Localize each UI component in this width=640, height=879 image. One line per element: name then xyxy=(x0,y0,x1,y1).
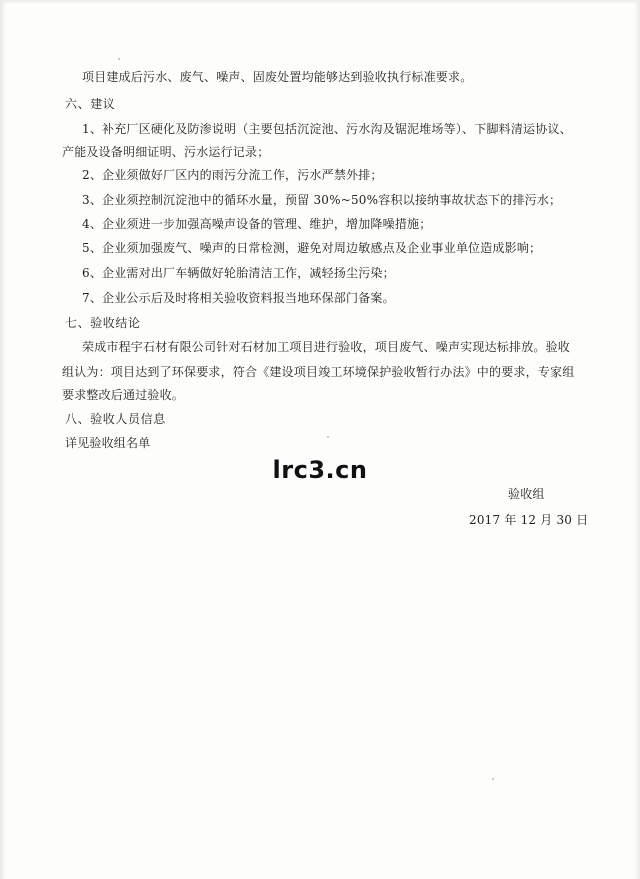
signature-group: 验收组 xyxy=(508,487,545,501)
section-heading-personnel: 八、验收人员信息 xyxy=(65,412,166,426)
suggestion-item-3: 3、企业须控制沉淀池中的循环水量，预留 30%~50%容积以接纳事故状态下的排污水； xyxy=(82,193,562,207)
section-heading-suggestions: 六、建议 xyxy=(65,97,116,111)
suggestion-item-5: 5、企业须加强废气、噪声的日常检测，避免对周边敏感点及企业事业单位造成影响； xyxy=(82,241,542,255)
scan-speck xyxy=(327,436,329,438)
scan-edge-left xyxy=(0,0,6,879)
personnel-reference: 详见验收组名单 xyxy=(65,436,151,450)
suggestion-item-1-line-1: 1、补充厂区硬化及防渗说明（主要包括沉淀池、污水沟及锯泥堆场等）、下脚料清运协议、 xyxy=(82,122,572,136)
suggestion-item-6: 6、企业需对出厂车辆做好轮胎清洁工作，减轻扬尘污染； xyxy=(82,266,395,280)
conclusion-line-1: 荣成市程宇石材有限公司针对石材加工项目进行验收，项目废气、噪声实现达标排放。验收 xyxy=(82,340,571,354)
suggestion-item-1-line-2: 产能及设备明细证明、污水运行记录； xyxy=(62,145,270,159)
scan-speck xyxy=(118,58,120,60)
section-heading-conclusion: 七、验收结论 xyxy=(65,316,141,330)
watermark-text: lrc3.cn xyxy=(272,456,368,484)
scan-speck xyxy=(492,778,494,780)
scan-edge-top xyxy=(0,0,640,4)
suggestion-item-4: 4、企业须进一步加强高噪声设备的管理、维护，增加降噪措施； xyxy=(82,217,432,231)
scan-edge-right xyxy=(634,0,640,879)
conclusion-line-2: 组认为：项目达到了环保要求，符合《建设项目竣工环境保护验收暂行办法》中的要求，专家组 xyxy=(62,365,575,379)
suggestion-item-7: 7、企业公示后及时将相关验收资料报当地环保部门备案。 xyxy=(82,291,395,305)
intro-paragraph: 项目建成后污水、废气、噪声、固废处置均能够达到验收执行标准要求。 xyxy=(82,70,473,84)
signature-date: 2017 年 12 月 30 日 xyxy=(469,513,589,527)
conclusion-line-3: 要求整改后通过验收。 xyxy=(62,388,185,402)
suggestion-item-2: 2、企业须做好厂区内的雨污分流工作，污水严禁外排； xyxy=(82,168,383,182)
